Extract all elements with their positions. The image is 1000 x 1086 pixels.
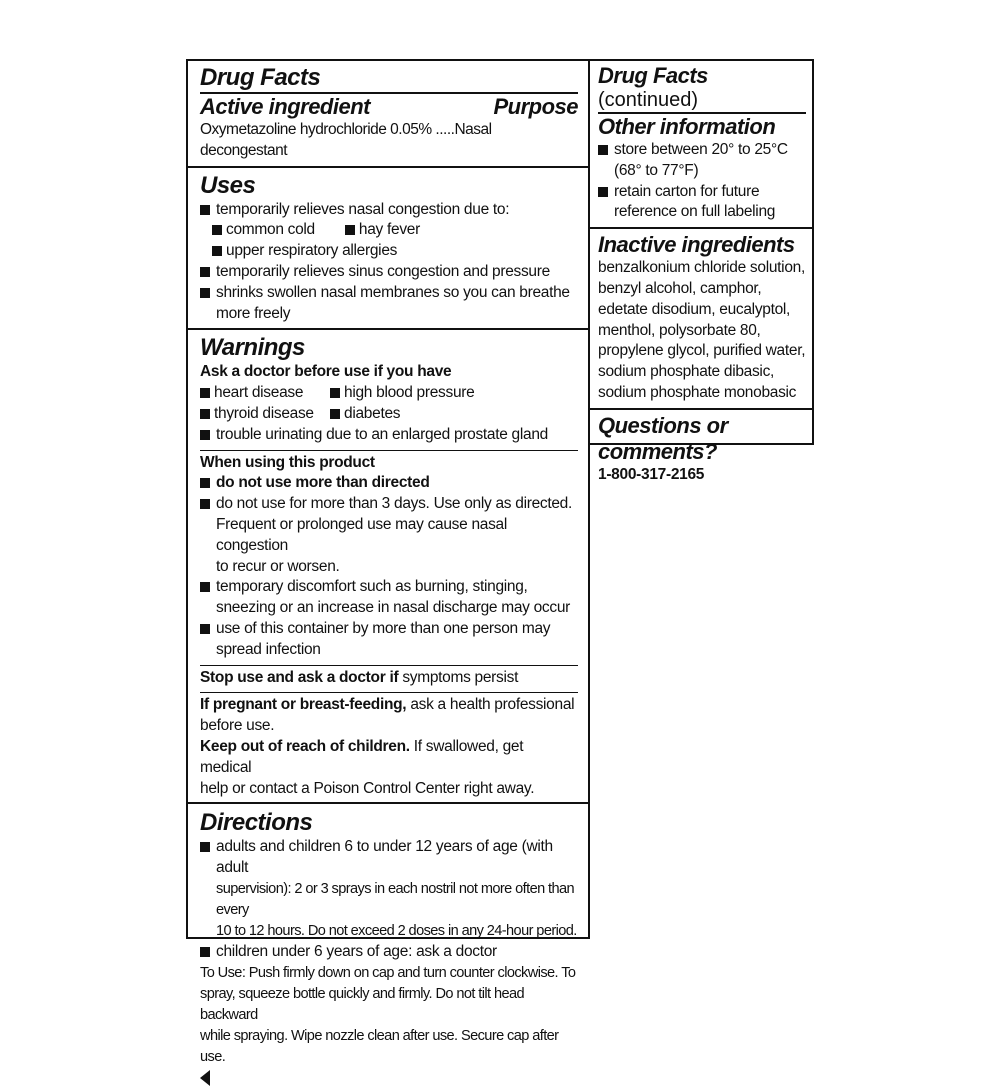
- uses-subitem: hay fever: [345, 220, 420, 241]
- when-using-item-continued: Frequent or prolonged use may cause nasal congestion: [216, 515, 507, 554]
- questions-heading: Questions or comments?: [598, 412, 728, 464]
- when-using-item-continued: spread infection: [216, 640, 321, 658]
- to-use-line: spray, squeeze bottle quickly and firmly. Do not tilt head backward: [200, 985, 525, 1023]
- when-using-item: use of this container by more than one person may: [200, 619, 578, 640]
- when-using-item-continued: sneezing or an increase in nasal discharge may occur: [216, 599, 571, 617]
- keep-out-text: If swallowed, get medical: [200, 737, 524, 776]
- drug-facts-title: Drug Facts: [200, 64, 321, 91]
- keep-out-label: Keep out of reach of children.: [200, 737, 410, 755]
- inactive-line: sodium phosphate monobasic: [598, 383, 797, 401]
- continued-title-main: Drug Facts: [598, 63, 708, 88]
- directions-item-continued: supervision): 2 or 3 sprays in each nostril not more often than every: [216, 880, 575, 918]
- inactive-line: sodium phosphate dibasic,: [598, 363, 775, 381]
- when-using-heading: When using this product: [200, 453, 375, 471]
- other-info-item: store between 20° to 25°C: [598, 140, 806, 161]
- other-information-section: [590, 61, 812, 229]
- other-info-item-continued: (68° to 77°F): [614, 161, 699, 179]
- drug-facts-panel-left: [186, 59, 590, 1065]
- to-use-line: while spraying. Wipe nozzle clean after use. Secure cap after use.: [200, 1027, 559, 1065]
- inactive-ingredients-section: [590, 229, 812, 410]
- uses-item: shrinks swollen nasal membranes so you can breathe: [200, 283, 578, 304]
- condition-item: high blood pressure: [330, 383, 474, 404]
- active-ingredient-heading: Active ingredient: [200, 94, 370, 119]
- pregnant-text: ask a health professional: [406, 696, 575, 714]
- purpose-heading: Purpose: [493, 94, 578, 119]
- uses-heading: Uses: [200, 171, 256, 199]
- inactive-ingredients-heading: Inactive ingredients: [598, 232, 795, 258]
- continued-title-suffix: (continued): [598, 89, 699, 111]
- when-using-item: temporary discomfort such as burning, stinging,: [200, 577, 578, 598]
- continued-title: [598, 63, 806, 112]
- uses-subitems-row: [200, 220, 578, 241]
- directions-item: adults and children 6 to under 12 years of age (with adult: [200, 837, 578, 879]
- divider: [200, 665, 578, 666]
- questions-section: [590, 410, 812, 490]
- directions-item-continued: 10 to 12 hours. Do not exceed 2 doses in any 24-hour period.: [216, 922, 577, 939]
- stop-use-line: [200, 668, 578, 689]
- inactive-line: benzyl alcohol, camphor,: [598, 279, 762, 297]
- stop-use-label: Stop use and ask a doctor if: [200, 668, 399, 686]
- directions-heading: Directions: [200, 809, 313, 837]
- uses-item: temporarily relieves nasal congestion due to:: [200, 200, 578, 221]
- phone-number: 1-800-317-2165: [598, 465, 705, 483]
- drug-facts-panel-right: [590, 59, 814, 483]
- other-info-item-continued: reference on full labeling: [614, 203, 776, 221]
- uses-section: [188, 168, 588, 331]
- pregnant-line-continued: before use.: [200, 717, 275, 735]
- stop-use-text: symptoms persist: [398, 668, 519, 686]
- keep-out-line-continued: help or contact a Poison Control Center right away.: [200, 779, 535, 797]
- uses-subitem: common cold: [212, 220, 315, 241]
- condition-item: thyroid disease: [200, 404, 326, 425]
- conditions-row: [200, 383, 578, 404]
- directions-item: children under 6 years of age: ask a doctor: [200, 942, 578, 963]
- when-using-item: do not use for more than 3 days. Use only as directed.: [200, 494, 578, 515]
- condition-item: diabetes: [330, 404, 400, 425]
- condition-item: heart disease: [200, 383, 326, 404]
- inactive-line: benzalkonium chloride solution,: [598, 259, 805, 277]
- divider: [200, 692, 578, 693]
- other-information-heading: Other information: [598, 114, 776, 139]
- when-using-item: do not use more than directed: [200, 473, 578, 494]
- keep-out-line: [200, 737, 578, 779]
- continue-arrow-icon: [200, 1070, 210, 1086]
- uses-item: temporarily relieves sinus congestion and pressure: [200, 262, 578, 283]
- inactive-line: propylene glycol, purified water,: [598, 342, 806, 360]
- ask-doctor-heading: Ask a doctor before use if you have: [200, 363, 452, 381]
- divider: [200, 450, 578, 451]
- conditions-row: [200, 404, 578, 425]
- warnings-section: [188, 330, 588, 804]
- other-info-item: retain carton for future: [598, 182, 806, 203]
- when-using-item-continued: to recur or worsen.: [216, 557, 340, 575]
- inactive-line: menthol, polysorbate 80,: [598, 321, 761, 339]
- directions-section: [188, 804, 588, 1085]
- active-ingredient-line: Oxymetazoline hydrochloride 0.05% .....Nasal decongestant: [200, 121, 492, 159]
- active-ingredient-section: [188, 61, 588, 168]
- uses-subitem: upper respiratory allergies: [212, 241, 397, 262]
- inactive-line: edetate disodium, eucalyptol,: [598, 300, 791, 318]
- pregnant-label: If pregnant or breast-feeding,: [200, 696, 407, 714]
- warnings-heading: Warnings: [200, 334, 305, 362]
- uses-item-continued: more freely: [216, 304, 291, 322]
- pregnant-line: [200, 695, 578, 716]
- condition-item: trouble urinating due to an enlarged prostate gland: [200, 425, 578, 446]
- to-use-line: To Use: Push firmly down on cap and turn counter clockwise. To: [200, 964, 576, 981]
